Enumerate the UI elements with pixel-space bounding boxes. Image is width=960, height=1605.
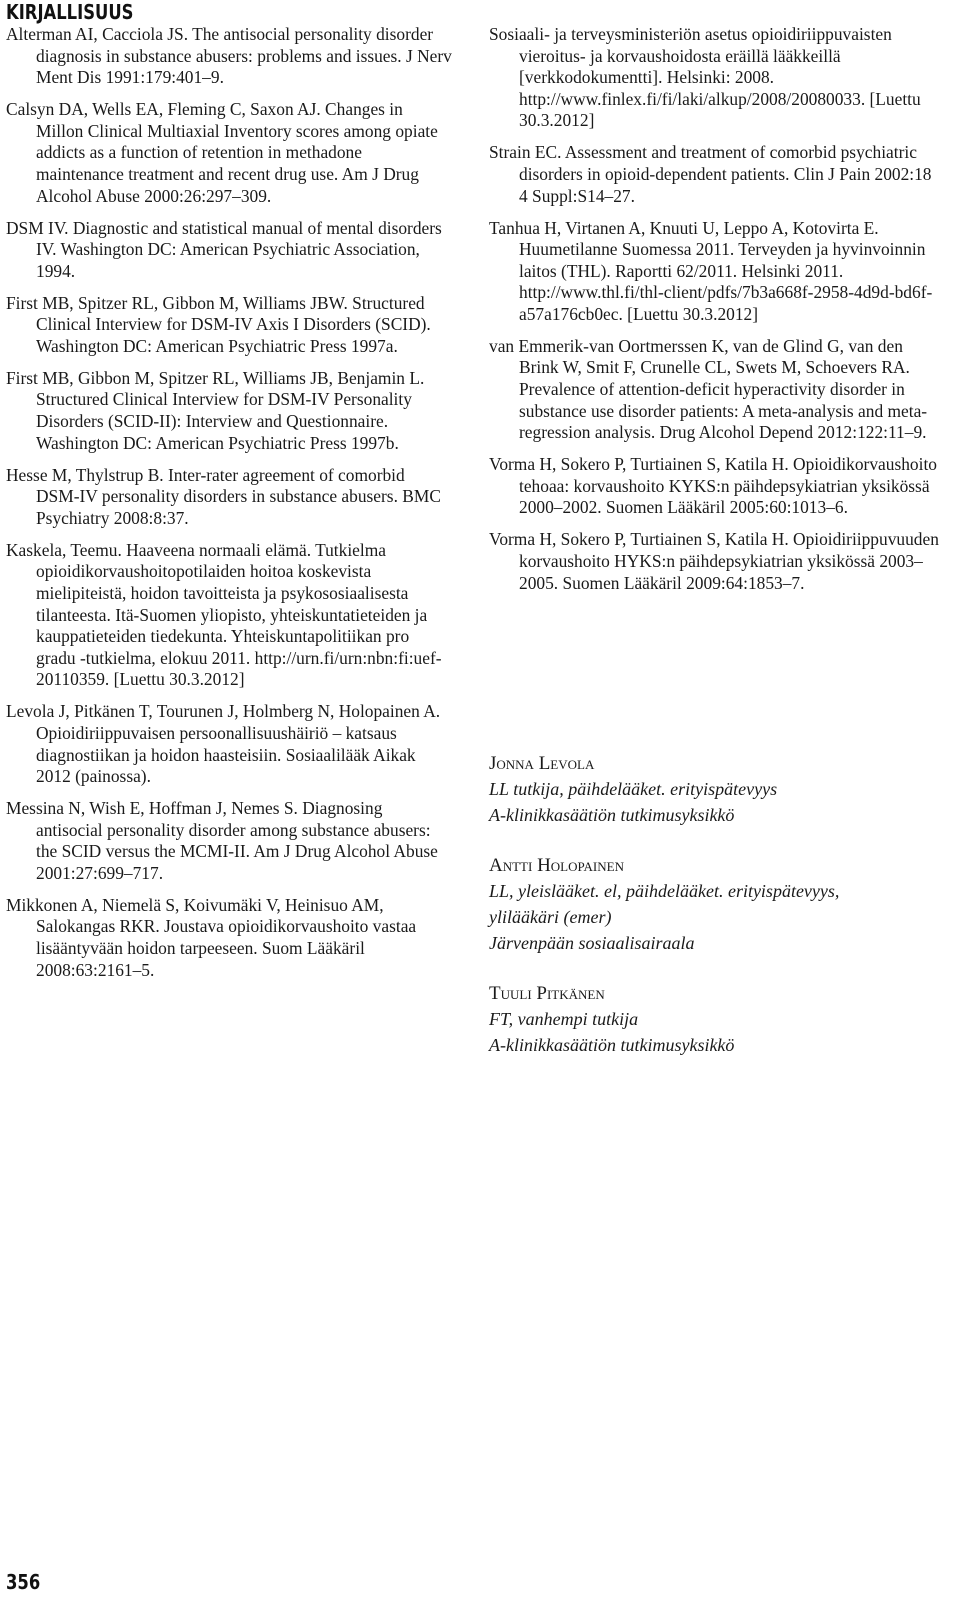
reference-item: Alterman AI, Cacciola JS. The antisocial personality disorder diagnosis in substance abusers: problems and issues. J Nerv Ment Dis 1991:179:401–9. [6,24,452,88]
author-affiliation: Järvenpään sosiaalisairaala [489,933,695,953]
reference-item: Levola J, Pitkänen T, Tourunen J, Holmberg N, Holopainen A. Opioidiriippuvaisen persoonallisuushäiriö – katsaus diagnostiikan ja hoidon haasteisiin. Sosiaalilääk Aikak 2012 (painossa). [6,701,441,787]
reference-item: Kaskela, Teemu. Haaveena normaali elämä. Tutkielma opioidikorvaushoitopotilaiden hoitoa koskevista mielipiteistä, hoidon tavoitteista ja psykososiaalisesta tilanteesta. Itä-Suomen yliopisto, yhteiskuntatieteiden ja kauppatieteiden tiedekunta. Yhteiskuntapolitiikan pro gradu -tutkielma, elokuu 2011. http://urn.fi/urn:nbn:fi:uef-20110359. [Luettu 30.3.2012] [6,539,442,690]
author-name: Antti Holopainen [489,855,624,876]
reference-item: Calsyn DA, Wells EA, Fleming C, Saxon AJ. Changes in Millon Clinical Multiaxial Inventory scores among opiate addicts as a function of retention in methadone maintenance treatment and recent drug use. Am J Drug Alcohol Abuse 2000:26:297–309. [6,99,438,206]
author-name: Jonna Levola [489,753,595,774]
author-block [489,982,941,1058]
author-affiliation: FT, vanhempi tutkija [489,1009,639,1029]
reference-item: Vorma H, Sokero P, Turtiainen S, Katila H. Opioidiriippuvuuden korvaushoito HYKS:n päihdepsykiatrian yksikössä 2003–2005. Suomen Lääkäril 2009:64:1853–7. [489,529,939,593]
reference-item: Tanhua H, Virtanen A, Knuuti U, Leppo A, Kotovirta E. Huumetilanne Suomessa 2011. Terveyden ja hyvinvoinnin laitos (THL). Raportti 62/2011. Helsinki 2011. http://www.thl.fi/thl-client/pdfs/7b3a668f-2958-4d9d-bd6f-a57a176cb0ec. [Luettu 30.3.2012] [489,217,933,324]
author-affiliation: A-klinikkasäätiön tutkimusyksikkö [489,1035,735,1055]
author-affiliation: LL, yleislääket. el, päihdelääket. erityispätevyys, [489,881,840,901]
author-affiliation: LL tutkija, päihdelääket. erityispätevyys [489,779,778,799]
author-affiliation: ylilääkäri (emer) [489,907,612,927]
reference-item: Mikkonen A, Niemelä S, Koivumäki V, Heinisuo AM, Salokangas RKR. Joustava opioidikorvaushoito vastaa lisääntyvään hoidon tarpeeseen. Suom Lääkäril 2008:63:2161–5. [6,894,417,980]
reference-item: First MB, Spitzer RL, Gibbon M, Williams JBW. Structured Clinical Interview for DSM-IV Axis I Disorders (SCID). Washington DC: American Psychiatric Press 1997a. [6,292,431,356]
reference-item: DSM IV. Diagnostic and statistical manual of mental disorders IV. Washington DC: American Psychiatric Association, 1994. [6,217,442,281]
references-right-column [489,24,941,605]
page-number: 356 [6,1570,41,1594]
reference-item: van Emmerik-van Oortmerssen K, van de Glind G, van den Brink W, Smit F, Crunelle CL, Swets M, Schoevers RA. Prevalence of attention-deficit hyperactivity disorder in substance use disorder patients: A meta-analysis and meta-regression analysis. Drug Alcohol Depend 2012:122:11–9. [489,335,928,443]
references-left-column [6,24,452,992]
author-block [489,752,941,828]
reference-item: Vorma H, Sokero P, Turtiainen S, Katila H. Opioidikorvaushoito tehoaa: korvaushoito KYKS:n päihdepsykiatrian yksikössä 2000–2002. Suomen Lääkäril 2005:60:1013–6. [489,454,937,518]
author-block [489,854,941,956]
section-title: KIRJALLISUUS [6,0,134,24]
author-affiliation: A-klinikkasäätiön tutkimusyksikkö [489,805,735,825]
reference-item: Sosiaali- ja terveysministeriön asetus opioidiriippuvaisten vieroitus- ja korvaushoidosta eräillä lääkkeillä [verkkodokumentti]. Helsinki: 2008. http://www.finlex.fi/fi/laki/alkup/2008/20080033. [Luettu 30.3.2012] [489,24,921,131]
author-info [489,752,941,1084]
reference-item: First MB, Gibbon M, Spitzer RL, Williams JB, Benjamin L. Structured Clinical Interview for DSM-IV Personality Disorders (SCID-II): Interview and Questionnaire. Washington DC: American Psychiatric Press 1997b. [6,367,425,453]
reference-item: Strain EC. Assessment and treatment of comorbid psychiatric disorders in opioid-dependent patients. Clin J Pain 2002:18 4 Suppl:S14–27. [489,142,932,206]
reference-item: Hesse M, Thylstrup B. Inter-rater agreement of comorbid DSM-IV personality disorders in substance abusers. BMC Psychiatry 2008:8:37. [6,464,441,528]
reference-item: Messina N, Wish E, Hoffman J, Nemes S. Diagnosing antisocial personality disorder among substance abusers: the SCID versus the MCMI-II. Am J Drug Alcohol Abuse 2001:27:699–717. [6,798,438,883]
author-name: Tuuli Pitkänen [489,983,605,1004]
